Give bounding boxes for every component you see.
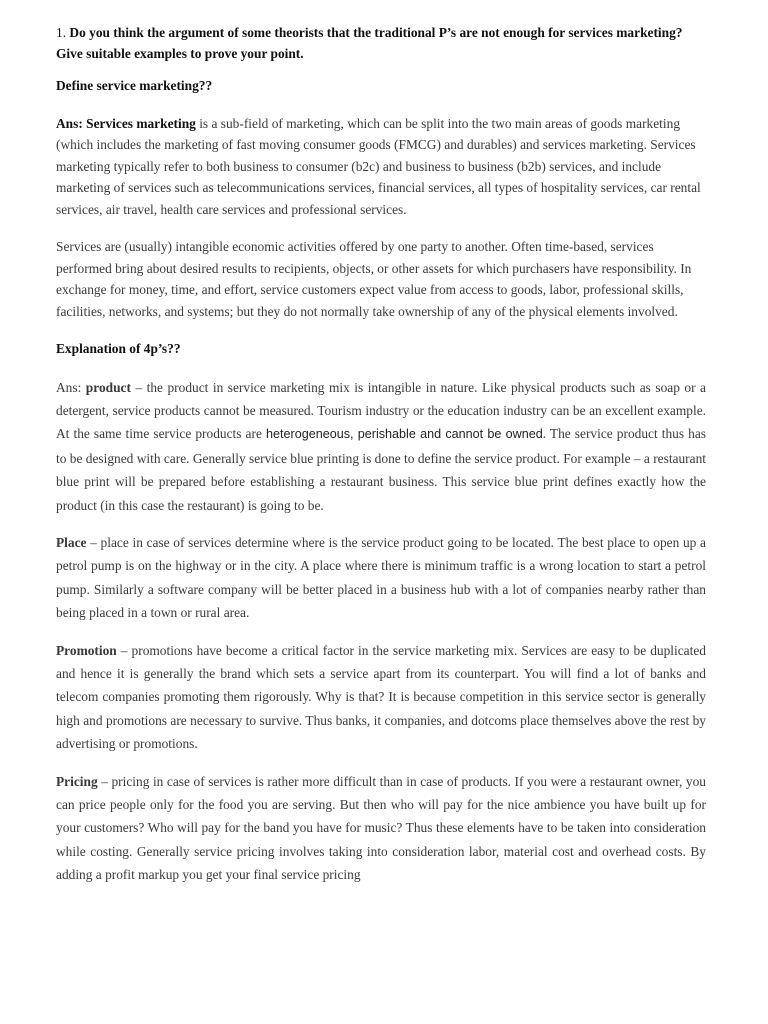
definition-text: is a sub-field of marketing, which can be split into the two main areas of goods marketing (which includes the marketing of fast moving consumer goods (FMCG) and durables) and services marketing. Services marketing typically refer to both business to consumer (b2c) and business to business (b2b) services, and include marketing of services such as telecommunications services, financial services, all types of hospitality services, car rental services, air travel, health care services and professional services. bbox=[56, 115, 701, 217]
question-number: 1. bbox=[56, 25, 67, 40]
product-text-2: . The service product thus has to be designed with care. Generally service blue printing is done to define the service product. For example – a restaurant blue print will be prepared before establishing a restaurant business. This service blue print defines exactly how the product (in this case the restaurant) is going to be. bbox=[56, 426, 707, 513]
promotion-paragraph bbox=[56, 639, 706, 756]
place-text: – place in case of services determine where is the service product going to be located. The best place to open up a petrol pump is on the highway or in the city. A place where there is minimum traffic is a wrong location to start a petrol pump. Similarly a software company will be better placed in a business hub with a lot of companies nearby rather than being placed in a town or rural area. bbox=[56, 534, 706, 621]
define-heading: Define service marketing?? bbox=[56, 78, 213, 93]
promotion-label: Promotion bbox=[56, 642, 117, 658]
product-label: product bbox=[85, 379, 131, 395]
place-label: Place bbox=[56, 534, 87, 550]
product-ans: Ans: bbox=[56, 379, 86, 395]
document-page bbox=[56, 22, 706, 901]
product-highlight: heterogeneous, perishable and cannot be owned bbox=[265, 427, 543, 442]
product-paragraph bbox=[56, 376, 706, 517]
question-text: Do you think the argument of some theorists that the traditional P’s are not enough for services marketing? Give suitable examples to prove your point. bbox=[56, 25, 683, 61]
pricing-text: – pricing in case of services is rather more difficult than in case of products. If you were a restaurant owner, you can price people only for the food you are serving. But then who will pay for the nice ambience you have built up for your customers? Who will pay for the band you have for music? Thus these elements have to be taken into consideration while costing. Generally service pricing involves taking into consideration labor, material cost and overhead costs. By adding a profit markup you get your final service pricing bbox=[56, 773, 706, 883]
product-text-1: – the product in service marketing mix is intangible in nature. Like physical products such as soap or a detergent, service products cannot be measured. Tourism industry or the education industry can be an excellent example. At the same time service products are bbox=[56, 379, 706, 442]
pricing-label: Pricing bbox=[56, 773, 98, 789]
pricing-paragraph bbox=[56, 770, 706, 887]
promotion-text: – promotions have become a critical factor in the service marketing mix. Services are easy to be duplicated and hence it is generally the brand which sets a service apart from its counterpart. You will find a lot of banks and telecom companies promoting them rigorously. Why is that? It is because competition in this service sector is generally high and promotions are necessary to survive. Thus banks, it companies, and dotcoms place themselves above the rest by advertising or promotions. bbox=[56, 642, 706, 752]
ans-prefix: Ans: Services marketing bbox=[56, 115, 196, 131]
services-paragraph: Services are (usually) intangible economic activities offered by one party to another. Often time-based, services performed bring about desired results to recipients, objects, or other assets for which purchasers have responsibility. In exchange for money, time, and effort, service customers expect value from access to goods, labor, professional skills, facilities, networks, and systems; but they do not normally take ownership of any of the physical elements involved. bbox=[56, 239, 692, 319]
place-paragraph bbox=[56, 531, 706, 625]
question-1 bbox=[56, 22, 706, 64]
services-marketing-definition bbox=[56, 113, 706, 221]
explanation-heading: Explanation of 4p’s?? bbox=[56, 341, 181, 356]
